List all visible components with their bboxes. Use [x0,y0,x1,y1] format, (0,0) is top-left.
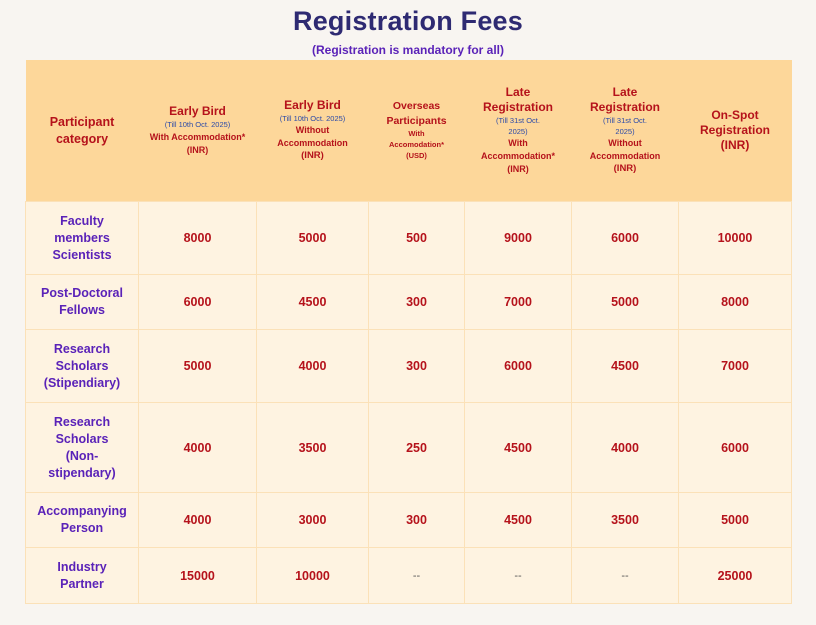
fees-table-body [26,202,792,604]
category-line: Industry [57,559,107,574]
header-onspot: On-Spot Registration (INR) [679,60,792,202]
fee-cell: 8000 [679,275,792,330]
category-line: Scientists [52,247,112,262]
category-line: Scholars [55,358,109,373]
fee-cell: 6000 [679,403,792,493]
participant-category-cell [26,330,139,403]
header-late-with-accommodation: Late Registration (Till 31st Oct. 2025) With Accommodation* (INR) [465,60,572,202]
header-overseas: Overseas Participants With Accomodation* (USD) [369,60,465,202]
fee-cell: 15000 [139,548,257,604]
fee-cell: 5000 [572,275,679,330]
fee-cell: 300 [369,493,465,548]
fee-cell: 300 [369,330,465,403]
fee-cell: 4500 [465,403,572,493]
category-line: Partner [60,576,104,591]
fee-cell: 5000 [679,493,792,548]
fee-cell: 5000 [139,330,257,403]
fee-cell: 10000 [679,202,792,275]
category-line: Scholars [55,431,109,446]
fee-cell: 4000 [257,330,369,403]
fee-cell: 7000 [465,275,572,330]
fee-cell: 4500 [257,275,369,330]
header-category: Participant category [26,60,139,202]
fee-cell: 3500 [572,493,679,548]
fee-cell: 5000 [257,202,369,275]
header-early-bird-with-accommodation: Early Bird (Till 10th Oct. 2025) With Accommodation* (INR) [139,60,257,202]
fee-cell: 8000 [139,202,257,275]
fee-cell: -- [369,548,465,604]
category-line: Post-Doctoral [41,286,123,300]
participant-category-cell [26,548,139,604]
category-line: members [54,230,110,245]
fee-cell: 9000 [465,202,572,275]
category-line: Person [60,521,104,535]
participant-category-cell [26,403,139,493]
fee-cell: 3000 [257,493,369,548]
table-row [26,493,792,548]
category-line: Faculty [60,213,104,228]
fee-cell: 4500 [465,493,572,548]
fee-cell: 10000 [257,548,369,604]
table-row [26,275,792,330]
table-row [26,202,792,275]
category-line: Research [53,414,111,429]
table-row [26,403,792,493]
table-row [26,330,792,403]
category-line: Fellows [59,303,105,317]
category-line: stipendary) [48,465,116,480]
fee-cell: 4000 [139,403,257,493]
fee-cell: 250 [369,403,465,493]
fee-cell: 6000 [465,330,572,403]
fee-cell: 4000 [139,493,257,548]
fee-cell: 25000 [679,548,792,604]
header-row [26,60,792,202]
page-title: Registration Fees [293,6,523,36]
participant-category-cell [26,493,139,548]
fee-cell: 4500 [572,330,679,403]
fee-cell: 6000 [139,275,257,330]
header-early-bird-without-accommodation: Early Bird (Till 10th Oct. 2025) Without Accommodation (INR) [257,60,369,202]
fee-cell: 6000 [572,202,679,275]
page-subtitle: (Registration is mandatory for all) [311,43,505,57]
fee-cell: -- [572,548,679,604]
fee-cell: 7000 [679,330,792,403]
fee-cell: 500 [369,202,465,275]
fee-cell: -- [465,548,572,604]
participant-category-cell [26,275,139,330]
category-line: Accompanying [37,504,127,518]
category-line: (Non- [65,448,99,463]
category-line: (Stipendiary) [43,375,121,390]
category-line: Research [53,341,111,356]
table-row [26,548,792,604]
fee-cell: 300 [369,275,465,330]
fee-cell: 3500 [257,403,369,493]
participant-category-cell [26,202,139,275]
header-late-without-accommodation: Late Registration (Till 31st Oct. 2025) Without Accommodation (INR) [572,60,679,202]
fees-table [25,60,792,604]
fee-cell: 4000 [572,403,679,493]
